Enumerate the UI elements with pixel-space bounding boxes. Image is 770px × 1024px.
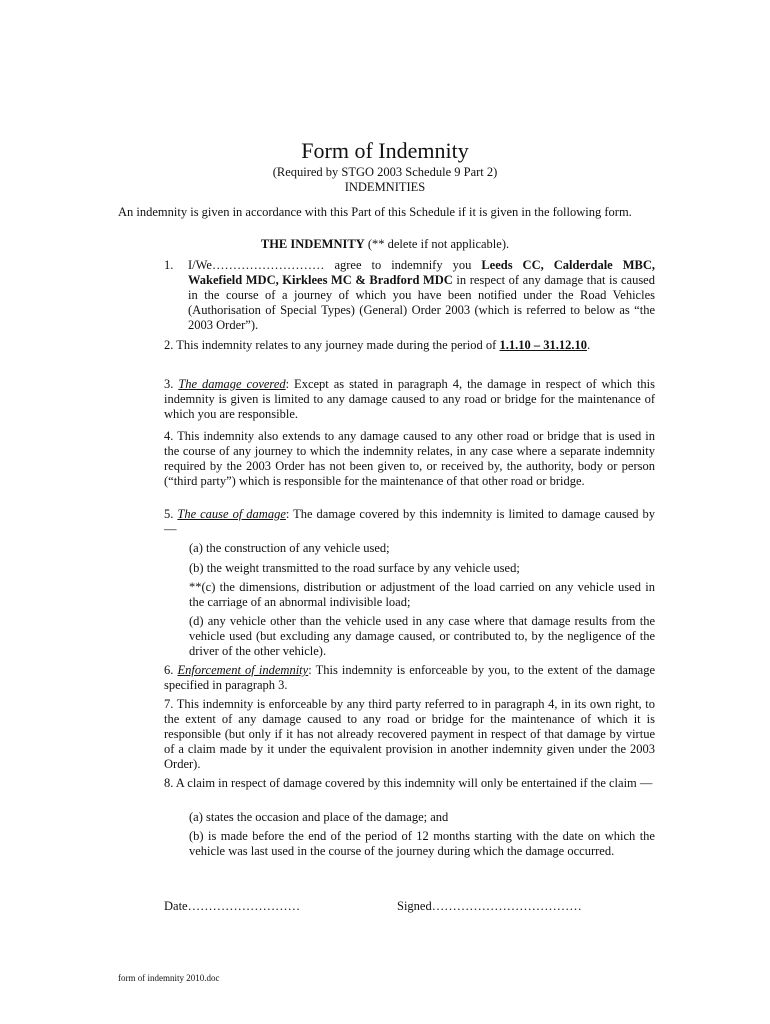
paragraph-3-heading: The damage covered (178, 377, 286, 391)
paragraph-5-heading: The cause of damage (177, 507, 286, 521)
section-heading: INDEMNITIES (344, 180, 426, 194)
paragraph-8a: (a) states the occasion and place of the damage; and (189, 810, 449, 824)
paragraph-4: 4. This indemnity also extends to any damage caused to any other road or bridge that is used in the course of any journey to which the indemnity relates, in any case where a separate indemnity required by the 2003 Order has not been given to, or received by, the authority, body or person (“third party”) which is responsible for the maintenance of that other road or bridge. (164, 429, 655, 488)
paragraph-6-heading: Enforcement of indemnity (177, 663, 309, 677)
indemnity-heading (0, 237, 770, 252)
paragraph-6-number: 6. (164, 663, 178, 677)
paragraph-1-text-c: in respect of any damage that is caused in the course of a journey of which you have been notified under the Road Vehicles (Authorisation of Special Types) (General) Order 2003 (which is referred to below as “the 2003 Order”). (188, 273, 655, 332)
paragraph-3 (164, 377, 655, 422)
paragraph-1-number: 1. (164, 258, 174, 272)
signature-field[interactable]: Signed……………………………… (397, 899, 582, 913)
councils-list: Leeds CC, Calderdale MBC, Wakefield MDC, Kirklees MC & Bradford MDC (188, 258, 655, 287)
paragraph-3-text: : Except as stated in paragraph 4, the damage in respect of which this indemnity is given is limited to any damage caused to any road or bridge for the maintenance of which you are responsible. (164, 377, 656, 421)
paragraph-1-text-a: I/We……………………… agree to indemnify you (188, 258, 482, 272)
paragraph-8b: (b) is made before the end of the period of 12 months starting with the date on which the vehicle was last used in the course of the journey during which the damage occurred. (189, 829, 655, 858)
footer-filename: form of indemnity 2010.doc (118, 973, 220, 983)
paragraph-5b: (b) the weight transmitted to the road surface by any vehicle used; (189, 561, 520, 575)
paragraph-5-text: : The damage covered by this indemnity is limited to damage caused by — (164, 507, 655, 536)
paragraph-2 (164, 338, 655, 353)
document-subtitle: (Required by STGO 2003 Schedule 9 Part 2) (272, 165, 498, 179)
indemnity-period: 1.1.10 – 31.12.10 (499, 338, 587, 352)
paragraph-6 (164, 663, 655, 693)
paragraph-3-number: 3. (164, 377, 179, 391)
paragraph-8: 8. A claim in respect of damage covered by this indemnity will only be entertained if the claim — (164, 776, 653, 790)
paragraph-5c: **(c) the dimensions, distribution or adjustment of the load carried on any vehicle used in the carriage of an abnormal indivisible load; (189, 580, 655, 609)
paragraph-5-number: 5. (164, 507, 178, 521)
paragraph-5a: (a) the construction of any vehicle used; (189, 541, 390, 555)
paragraph-5 (164, 507, 655, 537)
paragraph-5d: (d) any vehicle other than the vehicle used in any case where that damage results from the vehicle used (but excluding any damage caused, or contributed to, by the negligence of the driver of the other vehicle). (189, 614, 655, 658)
intro-paragraph: An indemnity is given in accordance with this Part of this Schedule if it is given in the following form. (118, 205, 632, 219)
date-field[interactable]: Date……………………… (164, 899, 301, 913)
paragraph-2-end: . (586, 338, 591, 352)
paragraph-7: 7. This indemnity is enforceable by any third party referred to in paragraph 4, in its own right, to the extent of any damage caused to any road or bridge for the maintenance of which it is responsible (but only if it has not already recovered payment in respect of that damage by virtue of a claim made by it under the equivalent provision in another indemnity given under the 2003 Order). (164, 697, 655, 771)
paragraph-1-text (188, 258, 655, 333)
indemnity-heading-note: (** delete if not applicable). (364, 237, 510, 251)
paragraph-1 (164, 258, 655, 333)
document-title: Form of Indemnity (301, 138, 469, 163)
paragraph-2-text: 2. This indemnity relates to any journey made during the period of (164, 338, 500, 352)
indemnity-heading-bold: THE INDEMNITY (260, 237, 365, 251)
paragraph-6-text: : This indemnity is enforceable by you, to the extent of the damage specified in paragraph 3. (164, 663, 656, 692)
